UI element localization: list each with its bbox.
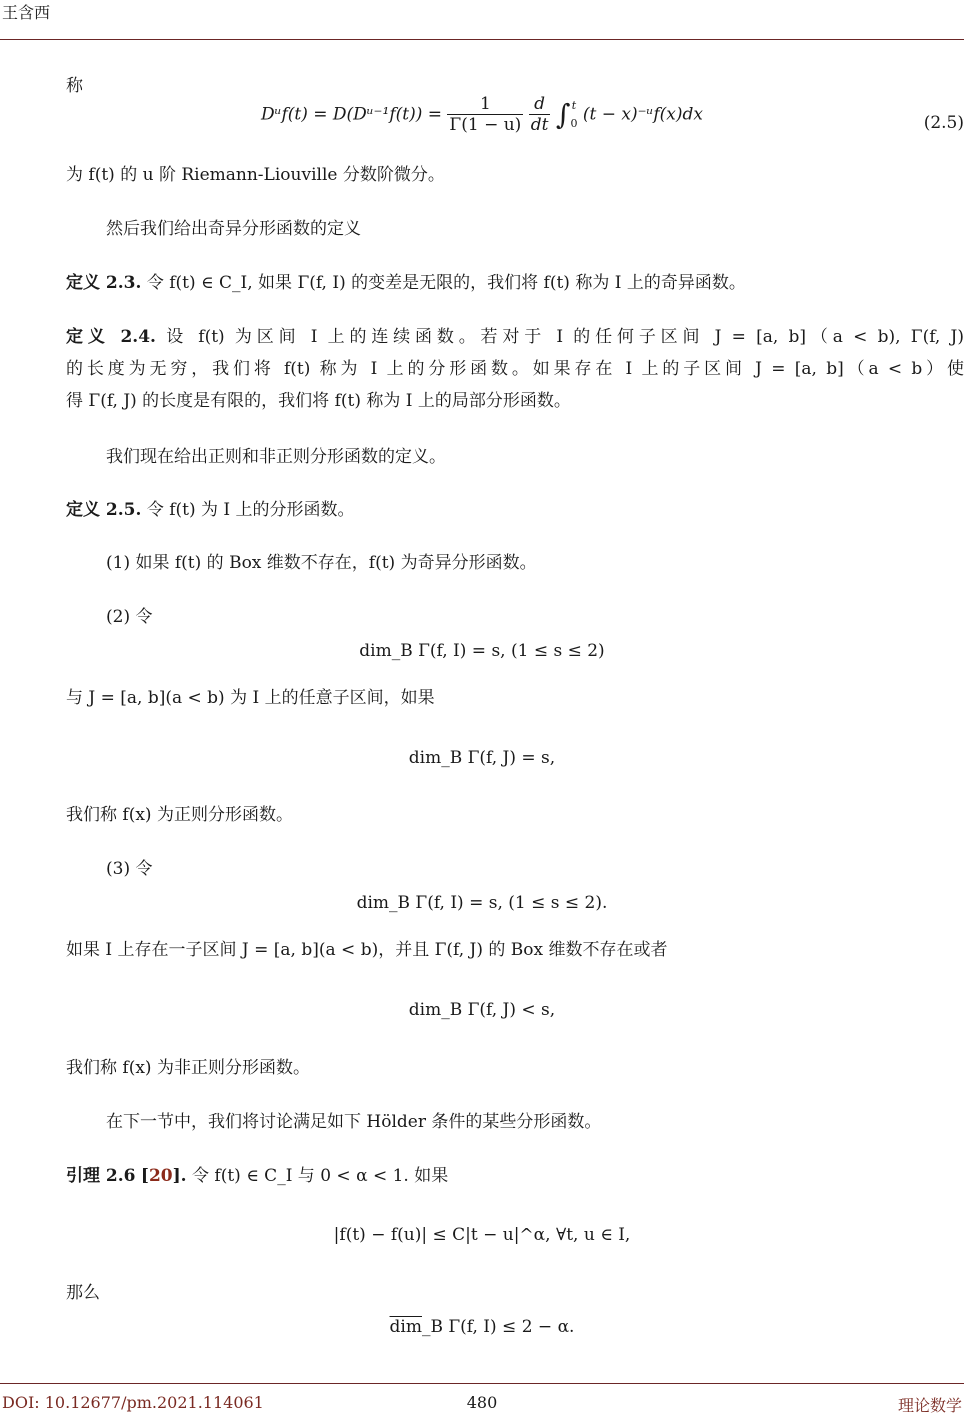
header-rule — [0, 39, 964, 40]
para-irregular: 我们称 f(x) 为非正则分形函数。 — [66, 1058, 310, 1078]
equation-holder: |f(t) − f(u)| ≤ C|t − u|^α, ∀t, u ∈ I, — [333, 1225, 631, 1245]
definition-2-3-text: 令 f(t) ∈ C_I, 如果 Γ(f, I) 的变差是无限的，我们将 f(t) 称为 I 上的奇异函数。 — [146, 273, 746, 293]
equation-upper-box-dim — [0, 1317, 964, 1337]
lemma-2-6-cite-close: ]. — [172, 1166, 187, 1186]
definition-2-4-line-2: 的长度为无穷，我们将 f(t) 称为 I 上的分形函数。如果存在 I 上的子区间 J = [a, b]（a < b）使 — [66, 359, 964, 379]
lemma-2-6 — [66, 1166, 448, 1186]
equation-dim-J-lt: dim_B Γ(f, J) < s, — [408, 1000, 556, 1020]
para-name: 那么 — [66, 1283, 100, 1303]
equation-dim-J-eq: dim_B Γ(f, J) = s, — [408, 748, 556, 768]
lemma-2-6-label: 引理 2.6 — [66, 1166, 136, 1186]
footer-rule — [0, 1383, 964, 1384]
footer-doi-link[interactable]: DOI: 10.12677/pm.2021.114061 — [2, 1393, 264, 1412]
definition-2-4-label: 定义 2.4. — [66, 327, 156, 347]
word-cheng: 称 — [66, 76, 83, 96]
equation-2-5 — [0, 94, 964, 136]
eq25-fraction — [447, 94, 523, 136]
footer-page-number: 480 — [466, 1393, 498, 1412]
equation-dim-I-1: dim_B Γ(f, I) = s, (1 ≤ s ≤ 2) — [359, 641, 605, 661]
eq25-den: Γ(1 − u) — [449, 115, 522, 136]
eq25-lower: 0 — [570, 116, 578, 130]
eq25-derivative — [529, 94, 551, 136]
eq25-limits — [570, 97, 577, 132]
item-2: (2) 令 — [106, 607, 153, 627]
equation-number: (2.5) — [923, 113, 964, 133]
lemma-2-6-text: 令 f(t) ∈ C_I 与 0 < α < 1. 如果 — [192, 1166, 449, 1186]
para-regular: 我们称 f(x) 为正则分形函数。 — [66, 805, 293, 825]
footer-journal-name: 理论数学 — [897, 1396, 962, 1415]
para-riemann: 为 f(t) 的 u 阶 Riemann-Liouville 分数阶微分。 — [66, 165, 445, 185]
definition-2-5-label: 定义 2.5. — [66, 500, 142, 520]
eq25-lhs: Dᵘf(t) = D(Dᵘ⁻¹f(t)) = — [261, 104, 443, 125]
item-3: (3) 令 — [106, 859, 153, 879]
para-now: 我们现在给出正则和非正则分形函数的定义。 — [106, 447, 446, 467]
para-holder: 在下一节中，我们将讨论满足如下 Hölder 条件的某些分形函数。 — [106, 1112, 602, 1132]
eq25-dden: dt — [530, 115, 549, 136]
lemma-2-6-cite-open: [ — [140, 1166, 149, 1186]
para-yu: 与 J = [a, b](a < b) 为 I 上的任意子区间，如果 — [66, 688, 435, 708]
eq25-dnum: d — [529, 94, 551, 115]
definition-2-4-line-3: 得 Γ(f, J) 的长度是有限的，我们将 f(t) 称为 I 上的局部分形函数。 — [66, 391, 571, 411]
para-then: 然后我们给出奇异分形函数的定义 — [106, 219, 361, 239]
running-header-author: 王含西 — [2, 3, 51, 22]
upper-dim-rest: _B Γ(f, I) ≤ 2 − α. — [421, 1317, 575, 1337]
definition-2-3 — [66, 273, 746, 293]
eq25-rhs: (t − x)⁻ᵘf(x)dx — [582, 104, 703, 125]
definition-2-4-line-1 — [66, 327, 964, 347]
eq25-num: 1 — [447, 94, 523, 115]
citation-link-20[interactable]: 20 — [148, 1166, 173, 1186]
upper-dim: $\overline{dim}$ — [389, 1317, 422, 1337]
eq25-integral-sign: ∫ — [555, 98, 571, 132]
para-if-exists: 如果 I 上存在一子区间 J = [a, b](a < b)，并且 Γ(f, J) 的 Box 维数不存在或者 — [66, 940, 668, 960]
eq25-upper: t — [571, 99, 577, 113]
equation-dim-I-2: dim_B Γ(f, I) = s, (1 ≤ s ≤ 2). — [356, 893, 608, 913]
definition-2-5-text: 令 f(t) 为 I 上的分形函数。 — [146, 500, 355, 520]
item-1: (1) 如果 f(t) 的 Box 维数不存在，f(t) 为奇异分形函数。 — [106, 553, 537, 573]
definition-2-4-text-1: 设 f(t) 为区间 I 上的连续函数。若对于 I 的任何子区间 J = [a, b]（a < b), Γ(f, J) — [166, 327, 964, 347]
definition-2-5 — [66, 500, 355, 520]
definition-2-3-label: 定义 2.3. — [66, 273, 142, 293]
